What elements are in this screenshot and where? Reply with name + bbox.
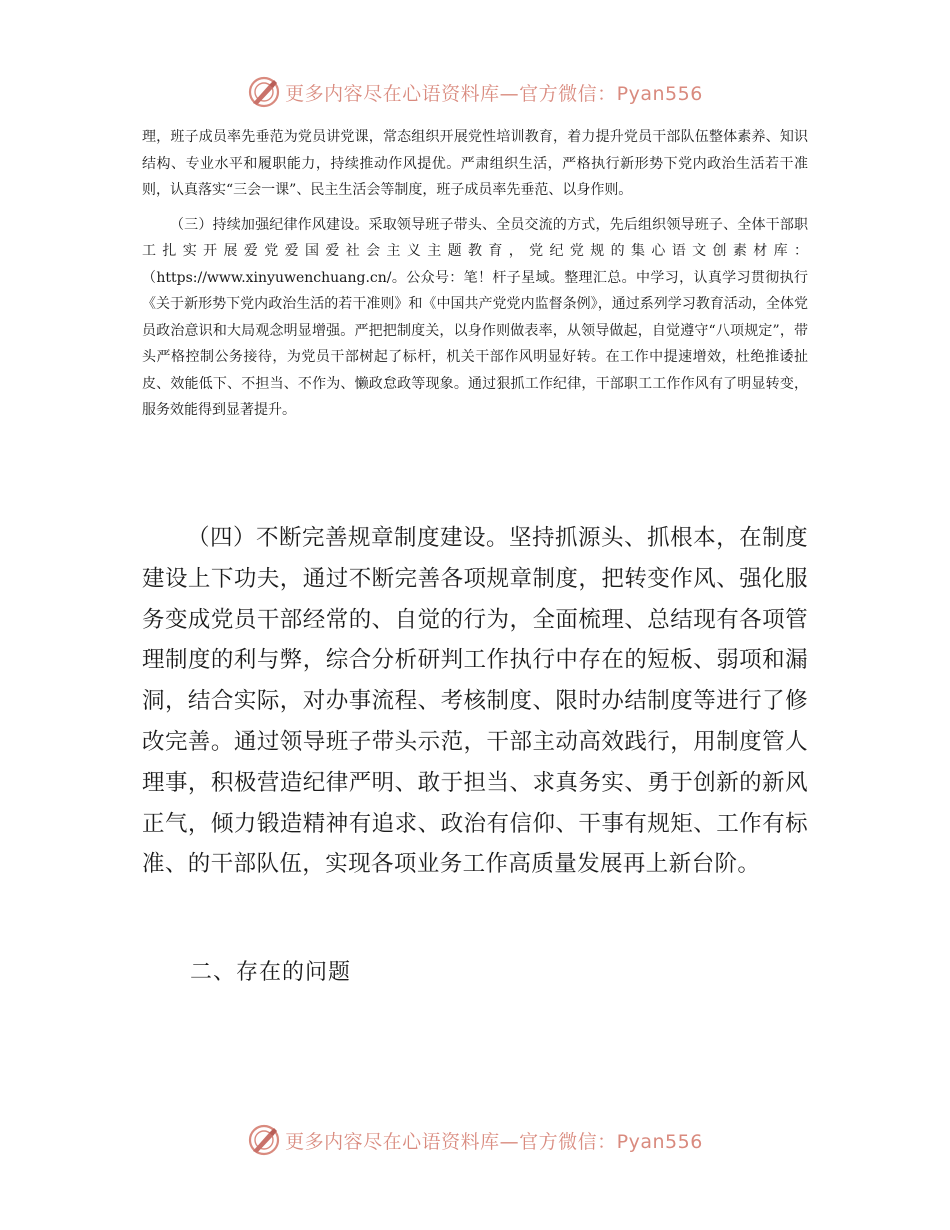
watermark-text: 更多内容尽在心语资料库—官方微信：Pyan556 [285, 1130, 703, 1153]
paragraph-discipline: （三）持续加强纪律作风建设。采取领导班子带头、全员交流的方式，先后组织领导班子、全体干部职工扎实开展爱党爱国爱社会主义主题教育，党纪党规的集心语文创素材库：（https://www.xinyuwenchuang.cn/。公众号：笔！杆子星域。整理汇总。中学习，认真学习贯彻执行《关于新形势下党内政治生活的若干准则》和《中国共产党党内监督条例》，通过系列学习教育活动，全体党员政治意识和大局观念明显增强。严把把制度关，以身作则做表率，从领导做起，自觉遵守“八项规定”，带头严格控制公务接待，为党员干部树起了标杆，机关干部作风明显好转。在工作中提速增效，杜绝推诿扯皮、效能低下、不担当、不作为、懒政怠政等现象。通过狠抓工作纪律，干部职工工作作风有了明显转变，服务效能得到显著提升。 [142, 216, 808, 418]
pen-logo-icon [247, 75, 281, 109]
watermark-banner-top [0, 72, 950, 112]
body-large-section [142, 518, 808, 885]
pen-logo-icon [247, 1123, 281, 1157]
section-heading-problems: 二、存在的问题 [190, 960, 352, 985]
paragraph-regulations: （四）不断完善规章制度建设。坚持抓源头、抓根本，在制度建设上下功夫，通过不断完善各项规章制度，把转变作风、强化服务变成党员干部经常的、自觉的行为，全面梳理、总结现有各项管理制度的利与弊，综合分析研判工作执行中存在的短板、弱项和漏洞，结合实际，对办事流程、考核制度、限时办结制度等进行了修改完善。通过领导班子带头示范，干部主动高效践行，用制度管人理事，积极营造纪律严明、敢于担当、求真务实、勇于创新的新风正气，倾力锻造精神有追求、政治有信仰、干事有规矩、工作有标准、的干部队伍，实现各项业务工作高质量发展再上新台阶。 [142, 525, 808, 878]
paragraph-continuation: 理，班子成员率先垂范为党员讲党课，常态组织开展党性培训教育，着力提升党员干部队伍整体素养、知识结构、专业水平和履职能力，持续推动作风提优。严肃组织生活，严格执行新形势下党内政治生活若干准则，认真落实“三会一课”、民主生活会等制度，班子成员率先垂范、以身作则。 [142, 129, 808, 198]
watermark-text: 更多内容尽在心语资料库—官方微信：Pyan556 [285, 82, 703, 105]
body-small-section [142, 124, 808, 432]
watermark-banner-bottom [0, 1120, 950, 1160]
